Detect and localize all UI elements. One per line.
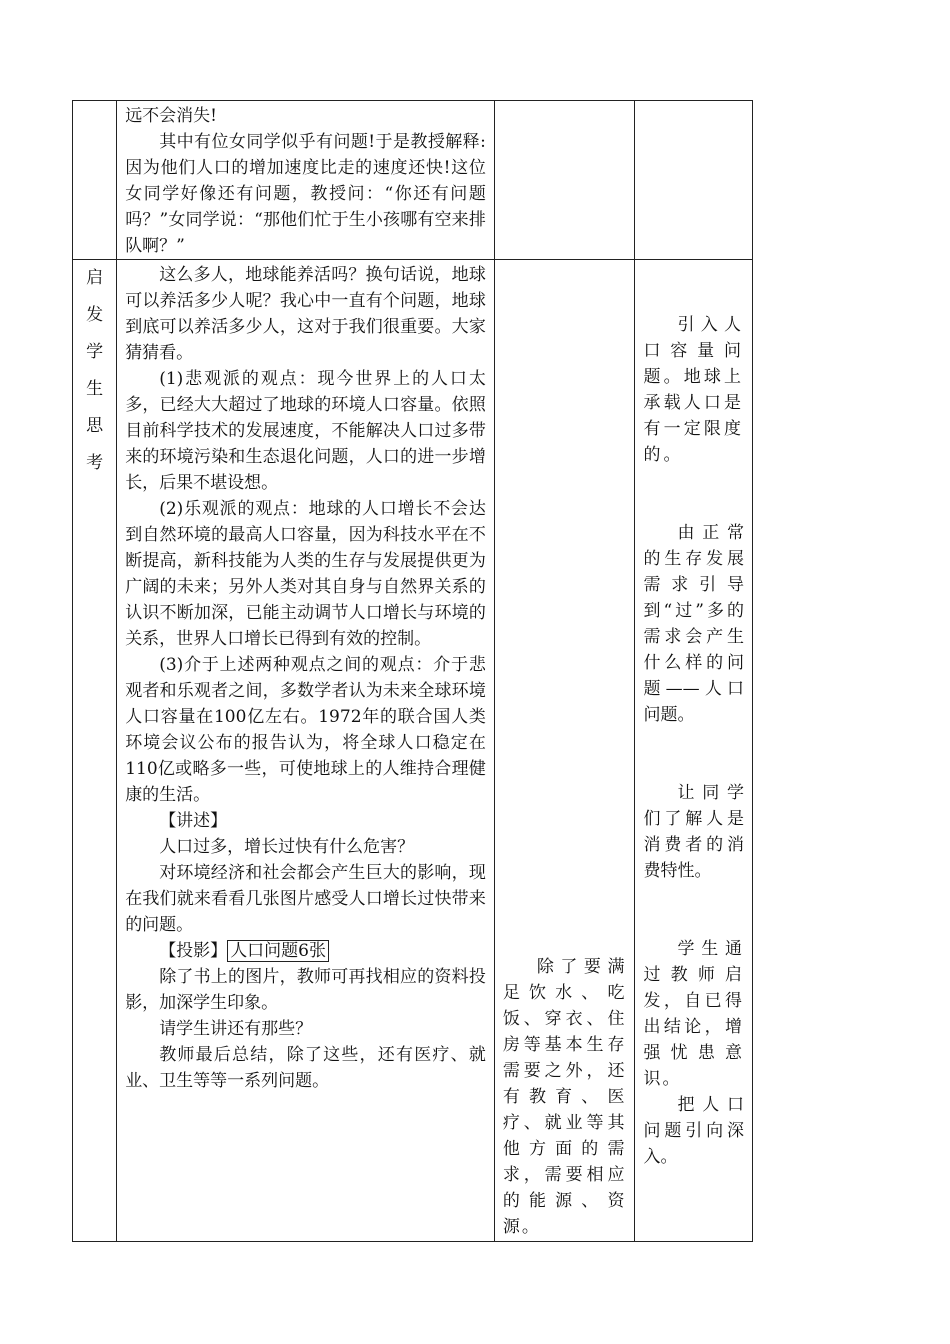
student-activity-cell	[494, 260, 635, 1242]
student-activity-cell-empty	[494, 101, 635, 260]
design-intent-cell-empty	[635, 101, 753, 260]
lesson-plan-table	[72, 100, 753, 1242]
paragraph-intro: 这么多人，地球能养活吗？换句话说，地球可以养活多少人呢？我心中一直有个问题，地球到底可以养活多少人，这对于我们很重要。大家猜猜看。	[125, 265, 486, 363]
paragraph: 其中有位女同学似乎有问题!于是教授解释:因为他们人口的增加速度比走的速度还快!这位女同学好像还有问题，教授问：“你还有问题吗？”女同学说：“那他们忙于生小孩哪有空来排队啊？”	[125, 132, 486, 256]
stage-cell-empty	[73, 101, 117, 260]
stage-char: 生	[86, 379, 104, 399]
stage-char: 学	[86, 342, 104, 362]
student-activity-text: 除了要满足饮水、吃饭、穿衣、住房等基本生存需要之外，还有教育、医疗、就业等其他方面的需求，需要相应的能源、资源。	[502, 957, 627, 1237]
paragraph-optimist: (2)乐观派的观点：地球的人口增长不会达到自然环境的最高人口容量，因为科技水平在不断提高，新科技能为人类的生存与发展提供更为广阔的未来；另外人类对其自身与自然界关系的认识不断加深，已能主动调节人口增长与环境的关系，世界人口增长已得到有效的控制。	[125, 499, 486, 649]
design-note: 由正常的生存发展需求引导到“过”多的需求会产生什么样的问题——人口问题。	[643, 523, 744, 725]
stage-char: 考	[86, 453, 104, 473]
design-note: 引入人口容量问题。地球上承载人口是有一定限度的。	[643, 315, 744, 465]
design-intent-cell	[635, 260, 753, 1242]
stage-char: 发	[86, 305, 104, 325]
paragraph: 请学生讲还有那些？	[159, 1019, 313, 1039]
table-row	[73, 101, 753, 260]
design-intent-text	[635, 312, 752, 1170]
projection-label: 【投影】	[159, 941, 228, 961]
paragraph-pessimist: (1)悲观派的观点：现今世界上的人口太多，已经大大超过了地球的环境人口容量。依照目前科学技术的发展速度，不能解决人口过多带来的环境污染和生态退化问题，人口的进一步增长，后果不堪设想。	[125, 369, 486, 493]
projection-boxed-text: 人口问题6张	[227, 940, 329, 962]
teaching-content-cell	[117, 260, 495, 1242]
paragraph: 对环境经济和社会都会产生巨大的影响，现在我们就来看看几张图片感受人口增长过快带来的问题。	[125, 863, 486, 935]
design-note: 学生通过教师启发，自已得出结论，增强忧患意识。	[643, 939, 744, 1089]
paragraph: 除了书上的图片，教师可再找相应的资料投影，加深学生印象。	[125, 967, 486, 1013]
paragraph-moderate: (3)介于上述两种观点之间的观点：介于悲观者和乐观者之间，多数学者认为未来全球环境人口容量在100亿左右。1972年的联合国人类环境会议公布的报告认为，将全球人口稳定在110亿或略多一些，可使地球上的人维持合理健康的生活。	[125, 655, 486, 805]
table-row	[73, 260, 753, 1242]
paragraph: 教师最后总结，除了这些，还有医疗、就业、卫生等等一系列问题。	[125, 1045, 486, 1091]
design-note: 把人口问题引向深入。	[643, 1095, 744, 1167]
stage-char: 思	[86, 416, 104, 436]
paragraph: 人口过多，增长过快有什么危害？	[159, 837, 415, 857]
section-heading-lecture: 【讲述】	[159, 811, 228, 831]
stage-label-cell	[73, 260, 117, 1242]
stage-char: 启	[86, 268, 104, 288]
projection-line	[125, 938, 486, 964]
design-note: 让同学们了解人是消费者的消费特性。	[643, 783, 744, 881]
teaching-content-cell	[117, 101, 495, 260]
paragraph: 远不会消失!	[125, 106, 218, 126]
